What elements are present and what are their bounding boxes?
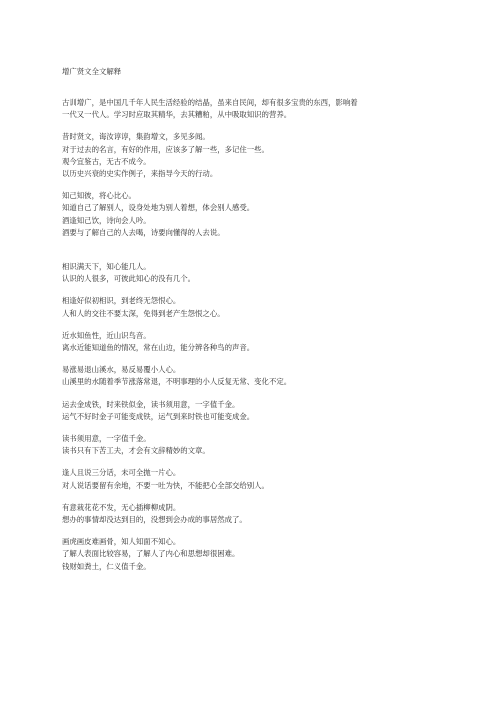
text-line: 画虎画皮难画骨，知人知面不知心。 bbox=[62, 537, 181, 547]
text-line: 有意栽花花不发，无心插柳柳成阴。 bbox=[62, 502, 181, 512]
text-line: 以历史兴衰的史实作例子，来指导今天的行动。 bbox=[62, 169, 218, 179]
text-line: 读书须用意，一字值千金。 bbox=[62, 434, 151, 444]
text-line: 一代又一代人。学习时应取其精华，去其糟粕，从中吸取知识的营养。 bbox=[62, 110, 292, 120]
paragraph bbox=[62, 467, 442, 491]
paragraph-list bbox=[62, 97, 442, 573]
text-line: 观今宜鉴古，无古不成今。 bbox=[62, 156, 151, 166]
text-line: 人和人的交往不要太深，免得到老产生怨恨之心。 bbox=[62, 308, 225, 318]
text-line: 离水近能知道鱼的情况，常在山边，能分辨各种鸟的声音。 bbox=[62, 343, 255, 353]
text-line: 相逢好似初相识，到老终无怨恨心。 bbox=[62, 296, 181, 306]
text-line: 逢人且说三分话，未可全抛一片心。 bbox=[62, 468, 181, 478]
paragraph bbox=[62, 295, 442, 319]
text-line: 认识的人很多，可彼此知心的没有几个。 bbox=[62, 274, 196, 284]
paragraph bbox=[62, 536, 442, 573]
paragraph bbox=[62, 330, 442, 354]
text-line: 运去金成铁，时来铁似金，读书须用意，一字值千金。 bbox=[62, 399, 240, 409]
paragraph bbox=[62, 131, 442, 180]
paragraph bbox=[62, 399, 442, 423]
text-line: 相识满天下，知心能几人。 bbox=[62, 262, 151, 272]
text-line: 近水知鱼性，近山识鸟音。 bbox=[62, 330, 151, 340]
paragraph bbox=[62, 261, 442, 285]
text-line: 古训增广，是中国几千年人民生活经验的结晶，虽来自民间，却有很多宝贵的东西，影响着 bbox=[62, 98, 358, 107]
text-line: 运气不好时金子可能变成铁，运气到来时铁也可能变成金。 bbox=[62, 411, 255, 421]
text-line: 知道自己了解别人，设身处地为别人着想，体会别人感受。 bbox=[62, 203, 255, 213]
document-title: 增广贤文全文解释 bbox=[62, 67, 122, 76]
text-line: 钱财如粪土，仁义值千金。 bbox=[62, 561, 151, 571]
text-line: 山溪里的水随着季节涨落常退，不明事理的小人反复无常、变化不定。 bbox=[62, 377, 292, 387]
text-line: 读书只有下苦工夫，才会有文辞精妙的文章。 bbox=[62, 446, 210, 456]
paragraph bbox=[62, 97, 442, 121]
text-line: 知己知彼，将心比心。 bbox=[62, 191, 136, 201]
document-body bbox=[62, 66, 442, 583]
text-line: 酒逢知己饮，诗向会人吟。 bbox=[62, 215, 151, 225]
text-line: 酒要与了解自己的人去喝，诗要向懂得的人去说。 bbox=[62, 227, 225, 237]
text-line: 昔时贤文，诲汝谆谆，集韵增文，多见多闻。 bbox=[62, 132, 210, 142]
text-line: 易涨易退山溪水，易反易覆小人心。 bbox=[62, 365, 181, 375]
paragraph bbox=[62, 433, 442, 457]
paragraph bbox=[62, 364, 442, 388]
text-line: 对于过去的名言，有好的作用，应该多了解一些，多记住一些。 bbox=[62, 144, 269, 154]
text-line: 想办的事情却没达到目的，没想到会办成的事居然成了。 bbox=[62, 515, 247, 525]
paragraph bbox=[62, 502, 442, 526]
paragraph bbox=[62, 190, 442, 239]
text-line: 了解人表面比较容易，了解人了内心和思想却很困难。 bbox=[62, 549, 240, 559]
text-line: 对人说话要留有余地，不要一吐为快，不能把心全部交给别人。 bbox=[62, 480, 269, 490]
